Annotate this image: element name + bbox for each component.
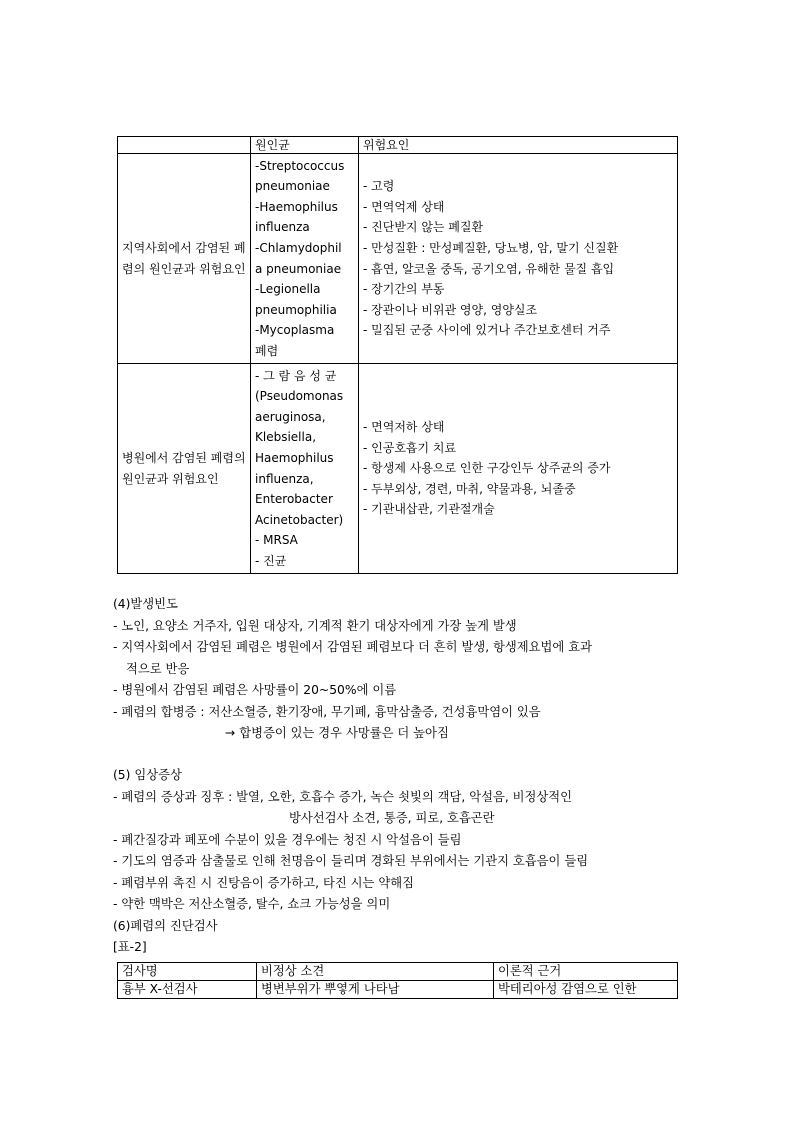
risk-line: - 면역억제 상태: [363, 199, 445, 214]
table-header-cell: 비정상 소견: [257, 963, 494, 981]
list-item: - 폐렴부위 촉진 시 진탕음이 증가하고, 타진 시는 약해짐: [113, 875, 414, 890]
section-heading: (6)폐렴의 진단검사: [113, 918, 218, 933]
table-cell: 박테리아성 감염으로 인한: [494, 981, 678, 999]
section-incidence: [113, 594, 683, 745]
pathogen-line: Acinetobacter): [255, 512, 344, 527]
pathogen-line: 폐렴: [255, 343, 279, 358]
list-item-continuation: 방사선검사 소견, 통증, 피로, 호흡곤란: [289, 811, 495, 825]
risk-cell: [359, 154, 678, 364]
category-cell: [118, 154, 251, 364]
section-heading: (5) 임상증상: [113, 768, 182, 782]
table-header-row: [118, 963, 678, 981]
table-header-cell: 위험요인: [359, 137, 678, 154]
category-label: 지역사회에서 감염된 폐렴의 원인균과 위험요인: [122, 240, 246, 276]
pathogen-cell: [251, 364, 359, 574]
risk-line: - 만성질환 : 만성폐질환, 당뇨병, 암, 말기 신질환: [363, 240, 619, 255]
section-heading: (4)발생빈도: [113, 597, 178, 611]
pathogen-line: - 진균: [255, 553, 287, 568]
risk-line: - 인공호흡기 치료: [363, 440, 457, 455]
table-row: [118, 981, 678, 999]
category-label: 병원에서 감염된 폐렴의 원인균과 위험요인: [122, 450, 246, 486]
list-item: - 노인, 요양소 거주자, 입원 대상자, 기계적 환기 대상자에게 가장 높게 발생: [113, 618, 517, 633]
table-row: [118, 364, 678, 574]
pathogen-line: (Pseudomonas: [255, 389, 344, 404]
table-header-cell: 이론적 근거: [494, 963, 678, 981]
pathogen-line: Klebsiella,: [255, 430, 317, 445]
pathogen-line: -Chlamydophil: [255, 240, 342, 255]
risk-line: - 고령: [363, 179, 395, 194]
table-header-row: [118, 137, 678, 154]
risk-line: - 항생제 사용으로 인한 구강인두 상주균의 증가: [363, 461, 611, 476]
risk-line: - 장기간의 부동: [363, 282, 445, 297]
list-item: - 폐렴의 합병증 : 저산소혈증, 환기장애, 무기폐, 흉막삼출증, 건성흉막염이 있음: [113, 704, 541, 719]
pathogen-line: -Haemophilus: [255, 199, 338, 214]
pneumonia-cause-risk-table: [117, 136, 678, 574]
list-item: - 기도의 염증과 삼출물로 인해 천명음이 들리며 경화된 부위에서는 기관지 호흡음이 들림: [113, 854, 589, 868]
table-header-cell: [118, 137, 251, 154]
pathogen-line: pneumophilia: [255, 302, 337, 317]
pathogen-line: influenza: [255, 220, 310, 235]
pathogen-line: Haemophilus: [255, 450, 334, 465]
risk-line: - 기관내삽관, 기관절개술: [363, 502, 495, 517]
list-item: - 폐간질강과 폐포에 수분이 있을 경우에는 청진 시 악설음이 들림: [113, 832, 462, 847]
risk-line: - 장관이나 비위관 영양, 영양실조: [363, 302, 538, 317]
list-item: - 병원에서 감염된 폐렴은 사망률이 20~50%에 이름: [113, 683, 397, 697]
list-item: - 약한 맥박은 저산소혈증, 탈수, 쇼크 가능성을 의미: [113, 897, 391, 911]
pathogen-line: - MRSA: [255, 533, 298, 548]
section-clinical-symptoms: [113, 765, 683, 959]
category-cell: [118, 364, 251, 574]
risk-line: - 밀집된 군중 사이에 있거나 주간보호센터 거주: [363, 323, 611, 338]
pathogen-line: -Mycoplasma: [255, 323, 335, 338]
table-row: [118, 154, 678, 364]
table-cell: 병변부위가 뿌옇게 나타남: [257, 981, 494, 999]
risk-cell: [359, 364, 678, 574]
list-item-continuation: 적으로 반응: [126, 661, 190, 676]
diagnostic-test-table: [117, 962, 678, 999]
pathogen-line: influenza,: [255, 471, 314, 486]
pathogen-line: pneumoniae: [255, 179, 330, 194]
list-item: - 지역사회에서 감염된 폐렴은 병원에서 감염된 폐렴보다 더 흔히 발생, 항생제요법에 효과: [113, 640, 592, 654]
list-item: - 폐렴의 증상과 징후 : 발열, 오한, 호흡수 증가, 녹슨 쇳빛의 객담, 악설음, 비정상적인: [113, 789, 573, 804]
risk-line: - 면역저하 상태: [363, 420, 445, 435]
risk-line: - 흡연, 알코올 중독, 공기오염, 유해한 물질 흡입: [363, 261, 615, 276]
risk-line: - 두부외상, 경련, 마취, 약물과용, 뇌졸중: [363, 481, 576, 496]
pathogen-line: - 그 람 음 성 균: [255, 368, 337, 383]
table-label: [표-2]: [113, 940, 147, 954]
pathogen-line: Enterobacter: [255, 492, 333, 507]
pathogen-line: a pneumoniae: [255, 261, 342, 276]
pathogen-line: -Streptococcus: [255, 158, 345, 173]
risk-line: - 진단받지 않는 폐질환: [363, 220, 484, 235]
pathogen-line: aeruginosa,: [255, 409, 326, 424]
table-header-cell: 검사명: [118, 963, 257, 981]
pathogen-line: -Legionella: [255, 282, 321, 297]
table-cell: 흉부 X-선검사: [118, 981, 257, 999]
table-header-cell: 원인균: [251, 137, 359, 154]
list-item-arrow: → 합병증이 있는 경우 사망률은 더 높아짐: [225, 726, 449, 740]
pathogen-cell: [251, 154, 359, 364]
